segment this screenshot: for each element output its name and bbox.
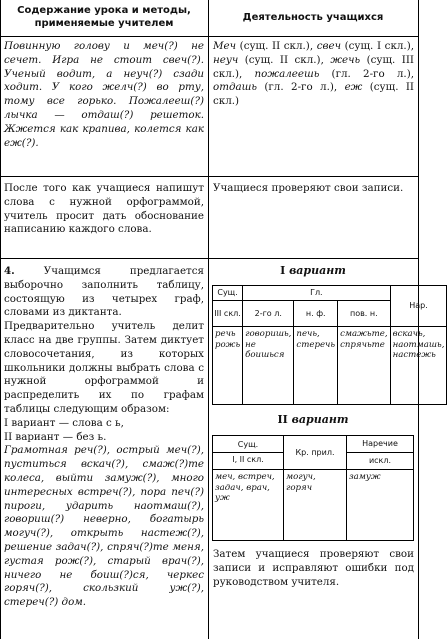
row1-answer-part: (гл. 2-го л.), (257, 81, 345, 94)
variant-1-title (212, 264, 414, 277)
row1-answer-part: (сущ. II скл.) (213, 81, 414, 108)
row1-answer-part: (сущ. III скл.), (213, 53, 414, 80)
variant-1-roman: I (280, 264, 286, 277)
row2-teacher-text: После того как учащиеся напишут слова с нужной орфограммой, учитель просит дать обоснование написанию каждого слова. (4, 182, 204, 236)
dictation-text: Грамотная реч(?), острый меч(?), пуститься вскач(?), смаж(?)те колеса, выйти замуж(?), много интересных встреч(?), пора печ(?) пироги, ударить наотмаш(?), говориш(?) неверно, богатырь могуч(?), открыть настеж(?), решение задач(?), спряч(?)те меня, густая рож(?), старый врач(?), ничего не боиш(?)ся, черкес горяч(?), скользкий уж(?), стереч(?) дом. (4, 444, 204, 609)
v2-header-noun-decl: I, II скл. (232, 455, 264, 464)
v1-header-noun: Сущ. (213, 286, 243, 301)
v2-header-short-adj: Кр. прил. (284, 436, 347, 470)
task-description: Учащимся предлагается выборочно заполнить таблицу, состоящую из четырех граф, словами из диктанта. (4, 265, 204, 319)
task-instructions: Предварительно учитель делит класс на две группы. Затем диктует словосочетания, из которых школьники должны выбрать слова с нужной орфограммой и распределить их по графам таблицы следующим образом: (4, 320, 204, 415)
row1-answer-part: (сущ. I скл.), (341, 40, 414, 52)
row1-answer-part: Меч (213, 40, 237, 52)
column-header-teacher: Содержание урока и методы, применяемые учителем (17, 5, 191, 29)
row1-answer-part: (гл. 2-го л.), (319, 67, 414, 80)
row1-divider (0, 176, 419, 177)
v2-cell-short-adj: могуч, горяч (284, 470, 347, 541)
v2-header-adverb-excl: искл. (347, 453, 414, 470)
table-border-left (0, 0, 1, 639)
v1-cell-noun: речь рожь (213, 327, 243, 405)
v2-header-noun (213, 436, 284, 470)
row1-answer-part: (сущ. II скл.), (238, 53, 331, 66)
task-number: 4. (4, 265, 15, 277)
row2-divider (0, 258, 419, 259)
row2-student-text: Учащиеся проверяют свои записи. (213, 182, 404, 194)
variant-2-word: вариант (291, 413, 349, 426)
v2-header-noun-title: Сущ. (212, 440, 284, 453)
variant-1-rule: I вариант — слова с ь, (4, 416, 124, 429)
row3-teacher-text (4, 265, 204, 610)
header-divider (0, 36, 419, 37)
v1-header-verb: Гл. (243, 286, 390, 301)
row1-answer-part: отдашь (213, 81, 257, 94)
v1-cell-adverb: вскачь, наотмашь, настежь (390, 327, 447, 405)
v2-cell-noun: меч, встреч, задач, врач, уж (213, 470, 284, 541)
v1-cell-verb-2p: говоришь, не боишься (243, 327, 294, 405)
row1-answer-part: неуч (213, 53, 239, 66)
row1-answer-part: (сущ. II скл.), (236, 40, 317, 52)
v2-cell-adverb: замуж (347, 470, 414, 541)
variant-2-title (212, 413, 414, 426)
variant-1-table (212, 285, 447, 405)
row1-answer-part: пожалеешь (254, 67, 320, 80)
row1-answer-part: жечь (330, 53, 361, 66)
v1-header-verb-imp: пов. н. (338, 301, 390, 327)
variant-2-roman: II (277, 413, 288, 426)
variant-2-table (212, 435, 414, 541)
v1-header-adverb: Нар. (390, 286, 447, 327)
row1-answer-text (213, 40, 414, 109)
table-border-middle (208, 0, 209, 639)
v1-header-noun-decl: III скл. (213, 301, 243, 327)
row1-exercise-text: Повинную голову и меч(?) не сечет. Игра не стоит свеч(?). Ученый водит, а неуч(?) сзади ходит. У кого желч(?) во рту, тому все горько. Пожалееш(?) лычка — отдаш(?) решеток. Жжется как крапива, колется как еж(?). (4, 40, 204, 149)
v1-cell-verb-imp: смажьте, спрячьте (338, 327, 390, 405)
row1-answer-part: свеч (316, 40, 341, 52)
variant-2-rule: II вариант — без ь. (4, 430, 107, 443)
column-header-students: Деятельность учащихся (242, 12, 384, 23)
v1-cell-verb-inf: печь, стеречь (294, 327, 338, 405)
row1-answer-part: еж (344, 81, 363, 94)
row3-student-text: Затем учащиеся проверяют свои записи и исправляют ошибки под руководством учителя. (213, 548, 414, 588)
variant-1-word: вариант (289, 264, 346, 277)
v1-header-verb-inf: н. ф. (294, 301, 338, 327)
v1-header-verb-2p: 2-го л. (243, 301, 294, 327)
v2-header-adverb: Наречие (347, 436, 414, 453)
